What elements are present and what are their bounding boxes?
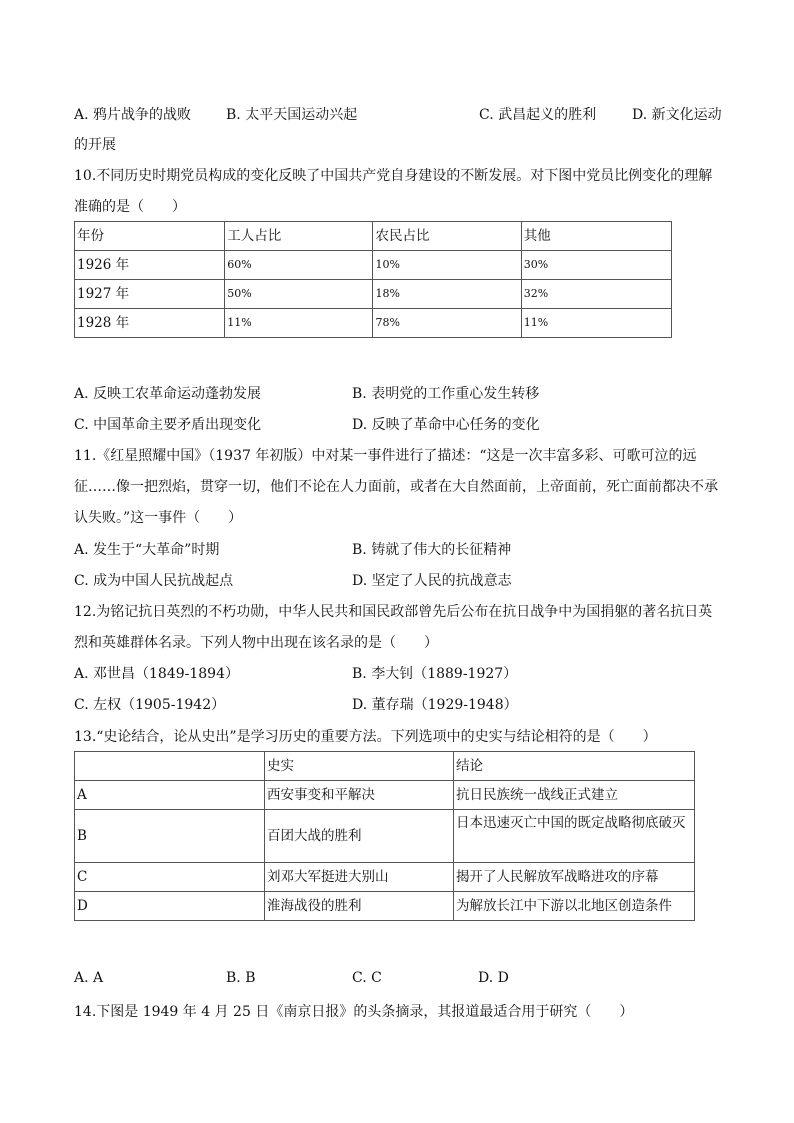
table-row [75, 810, 695, 863]
table-cell: 18% [373, 280, 521, 309]
table-cell: 为解放长江中下游以北地区创造条件 [454, 892, 695, 921]
table-header-cell: 工人占比 [225, 222, 373, 251]
q9-option-b: B. 太平天国运动兴起 [226, 107, 358, 123]
q10-option-b: B. 表明党的工作重心发生转移 [352, 386, 540, 402]
q10-option-d: D. 反映了革命中心任务的变化 [352, 417, 540, 433]
table-cell: 10% [373, 251, 521, 280]
table-cell: 1928 年 [75, 309, 225, 338]
q11-stem-line-2: 征……像一把烈焰，贯穿一切，他们不论在人力面前，或者在大自然面前，上帝面前，死亡面前都决不承 [74, 479, 718, 495]
table-cell: 32% [521, 280, 671, 309]
q13-table [74, 751, 695, 921]
q13-option-d: D. D [478, 970, 509, 986]
table-row [75, 251, 672, 280]
table-cell: 11% [521, 309, 671, 338]
q11-stem-line-3: 认失败。”这一事件（ ） [74, 510, 243, 526]
table-cell: 60% [225, 251, 373, 280]
q11-option-b: B. 铸就了伟大的长征精神 [352, 542, 512, 558]
table-header-row [75, 222, 672, 251]
q11-option-a: A. 发生于“大革命”时期 [74, 542, 220, 558]
table-cell: 日本迅速灭亡中国的既定战略彻底破灭 [454, 810, 695, 863]
table-cell: 78% [373, 309, 521, 338]
table-cell: 揭开了人民解放军战略进攻的序幕 [454, 863, 695, 892]
q9-option-a: A. 鸦片战争的战败 [74, 107, 192, 123]
table-row [75, 892, 695, 921]
q11-stem-line-1: 11.《红星照耀中国》（1937 年初版）中对某一事件进行了描述：“这是一次丰富多彩、可歌可泣的远 [74, 448, 697, 464]
table-row [75, 863, 695, 892]
q11-option-c: C. 成为中国人民抗战起点 [74, 573, 234, 589]
q12-option-d: D. 董存瑞（1929-1948） [352, 697, 518, 713]
q14-stem-line-1: 14.下图是 1949 年 4 月 25 日《南京日报》的头条摘录，其报道最适合用于研究（ ） [74, 1004, 634, 1020]
table-header-cell: 农民占比 [373, 222, 521, 251]
q10-stem-line-2: 准确的是（ ） [74, 199, 186, 215]
table-cell: A [75, 781, 265, 810]
q12-option-a: A. 邓世昌（1849-1894） [74, 666, 239, 682]
table-cell: 西安事变和平解决 [265, 781, 454, 810]
q12-option-c: C. 左权（1905-1942） [74, 697, 226, 713]
q9-option-d-continuation: 的开展 [74, 137, 116, 153]
q13-option-b: B. B [226, 970, 256, 986]
table-header-cell: 其他 [521, 222, 671, 251]
q10-option-c: C. 中国革命主要矛盾出现变化 [74, 417, 262, 433]
table-cell: 30% [521, 251, 671, 280]
table-cell: 11% [225, 309, 373, 338]
q13-option-c: C. C [352, 970, 382, 986]
table-header-cell: 年份 [75, 222, 225, 251]
table-row [75, 309, 672, 338]
q13-option-a: A. A [74, 970, 104, 986]
q10-stem-line-1: 10.不同历史时期党员构成的变化反映了中国共产党自身建设的不断发展。对下图中党员比例变化的理解 [74, 168, 713, 184]
q12-option-b: B. 李大钊（1889-1927） [352, 666, 518, 682]
table-cell: 抗日民族统一战线正式建立 [454, 781, 695, 810]
table-cell: 刘邓大军挺进大别山 [265, 863, 454, 892]
table-header-cell: 结论 [454, 752, 695, 781]
table-cell: 1926 年 [75, 251, 225, 280]
q10-option-a: A. 反映工农革命运动蓬勃发展 [74, 386, 262, 402]
q12-stem-line-1: 12.为铭记抗日英烈的不朽功勋，中华人民共和国民政部曾先后公布在抗日战争中为国捐躯的著名抗日英 [74, 604, 713, 620]
table-cell: C [75, 863, 265, 892]
table-cell: 百团大战的胜利 [265, 810, 454, 863]
table-cell: B [75, 810, 265, 863]
q9-option-d: D. 新文化运动 [632, 107, 722, 123]
q11-option-d: D. 坚定了人民的抗战意志 [352, 573, 512, 589]
table-header-row [75, 752, 695, 781]
q13-stem-line-1: 13.“史论结合，论从史出”是学习历史的重要方法。下列选项中的史实与结论相符的是（ ） [74, 729, 657, 745]
q9-option-c: C. 武昌起义的胜利 [479, 107, 597, 123]
table-cell: 50% [225, 280, 373, 309]
table-row [75, 781, 695, 810]
q12-stem-line-2: 烈和英雄群体名录。下列人物中出现在该名录的是（ ） [74, 635, 438, 651]
table-cell: 1927 年 [75, 280, 225, 309]
table-header-cell: 史实 [265, 752, 454, 781]
q10-table [74, 221, 672, 338]
table-cell: D [75, 892, 265, 921]
table-header-cell [75, 752, 265, 781]
table-cell: 淮海战役的胜利 [265, 892, 454, 921]
table-row [75, 280, 672, 309]
